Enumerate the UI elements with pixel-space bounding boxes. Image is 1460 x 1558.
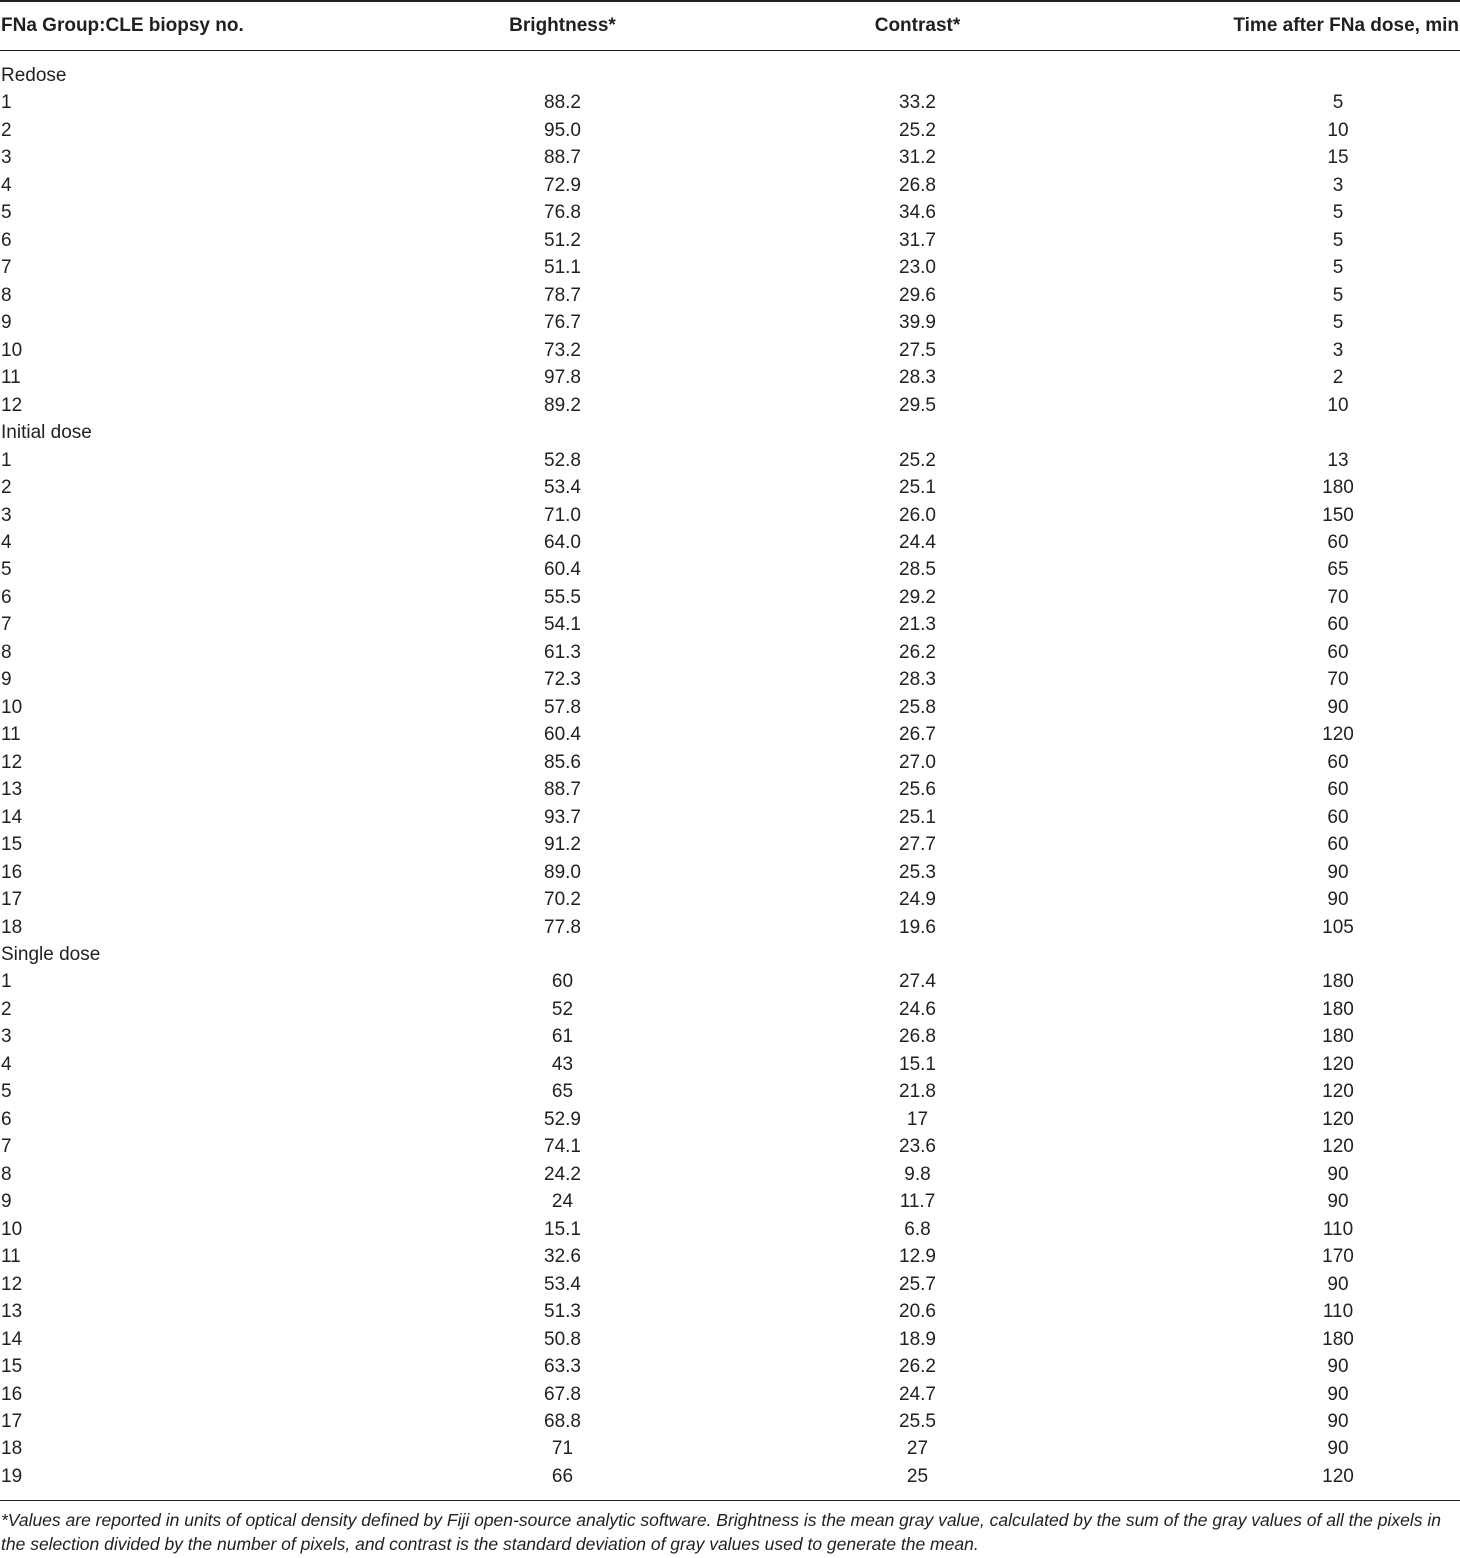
cell-contrast: 25.1 xyxy=(899,806,936,828)
cell-contrast: 27.5 xyxy=(899,339,936,361)
cell-time: 13 xyxy=(1327,449,1349,471)
cell-brightness: 43 xyxy=(551,1053,574,1075)
group-label: Single dose xyxy=(1,944,101,965)
cell-time: 180 xyxy=(1322,1026,1354,1048)
table-row xyxy=(0,1463,1460,1490)
table-row xyxy=(0,1161,1460,1188)
cell-time: 90 xyxy=(1327,1273,1349,1295)
table-row xyxy=(0,1216,1460,1243)
cell-contrast: 27 xyxy=(906,1438,929,1460)
table-row xyxy=(0,309,1460,336)
table-row xyxy=(0,1243,1460,1270)
table-row xyxy=(0,1106,1460,1133)
table-row xyxy=(0,364,1460,391)
cell-brightness: 52.9 xyxy=(544,1108,581,1130)
cell-contrast: 25.2 xyxy=(899,449,936,471)
table-body xyxy=(0,62,1460,1490)
cell-biopsy-no: 11 xyxy=(1,724,21,746)
table-row xyxy=(0,639,1460,666)
cell-contrast: 31.7 xyxy=(899,229,936,251)
cell-biopsy-no: 7 xyxy=(1,257,12,279)
cell-time: 90 xyxy=(1327,696,1349,718)
table-row xyxy=(0,831,1460,858)
table-row xyxy=(0,1188,1460,1215)
table-row xyxy=(0,144,1460,171)
cell-biopsy-no: 16 xyxy=(1,861,23,883)
cell-biopsy-no: 4 xyxy=(1,174,12,196)
table-row xyxy=(0,89,1460,116)
cell-biopsy-no: 9 xyxy=(1,312,12,334)
cell-time: 90 xyxy=(1327,861,1349,883)
cell-contrast: 21.3 xyxy=(899,614,936,636)
cell-brightness: 73.2 xyxy=(544,339,581,361)
table-row xyxy=(0,666,1460,693)
cell-time: 180 xyxy=(1322,1328,1354,1350)
header-group-biopsy: FNa Group:CLE biopsy no. xyxy=(1,15,244,36)
cell-contrast: 23.6 xyxy=(899,1136,936,1158)
cell-time: 15 xyxy=(1327,147,1349,169)
cell-contrast: 11.7 xyxy=(899,1191,936,1213)
cell-time: 60 xyxy=(1327,614,1349,636)
table-row xyxy=(0,804,1460,831)
cell-biopsy-no: 3 xyxy=(1,504,12,526)
cell-contrast: 25.2 xyxy=(899,119,936,141)
cell-brightness: 88.7 xyxy=(544,147,581,169)
cell-contrast: 33.2 xyxy=(899,92,936,114)
cell-contrast: 23.0 xyxy=(899,257,936,279)
cell-time: 180 xyxy=(1322,998,1354,1020)
cell-contrast: 25.1 xyxy=(899,477,936,499)
cell-brightness: 64.0 xyxy=(544,531,581,553)
cell-time: 70 xyxy=(1327,586,1349,608)
table-row xyxy=(0,529,1460,556)
cell-contrast: 31.2 xyxy=(899,147,936,169)
cell-brightness: 70.2 xyxy=(544,889,581,911)
table-row xyxy=(0,227,1460,254)
cell-brightness: 52 xyxy=(551,998,574,1020)
table-row xyxy=(0,502,1460,529)
cell-biopsy-no: 10 xyxy=(1,1218,23,1240)
cell-biopsy-no: 1 xyxy=(1,971,12,993)
table-row xyxy=(0,749,1460,776)
cell-time: 105 xyxy=(1322,916,1354,938)
cell-time: 2 xyxy=(1332,367,1344,389)
cell-time: 120 xyxy=(1322,1081,1354,1103)
cell-brightness: 15.1 xyxy=(544,1218,581,1240)
table-row xyxy=(0,776,1460,803)
cell-time: 10 xyxy=(1327,119,1349,141)
cell-biopsy-no: 16 xyxy=(1,1383,23,1405)
table-row xyxy=(0,337,1460,364)
table-row xyxy=(0,392,1460,419)
cell-contrast: 34.6 xyxy=(899,202,936,224)
cell-contrast: 27.0 xyxy=(899,751,936,773)
cell-brightness: 60.4 xyxy=(544,559,581,581)
cell-brightness: 32.6 xyxy=(544,1246,581,1268)
table-header-rule xyxy=(0,50,1460,51)
cell-contrast: 26.7 xyxy=(899,724,936,746)
cell-biopsy-no: 15 xyxy=(1,834,23,856)
cell-time: 110 xyxy=(1322,1301,1354,1323)
table-row xyxy=(0,996,1460,1023)
cell-brightness: 68.8 xyxy=(544,1410,581,1432)
cell-brightness: 53.4 xyxy=(544,477,581,499)
cell-biopsy-no: 4 xyxy=(1,1053,12,1075)
cell-time: 60 xyxy=(1327,751,1349,773)
cell-contrast: 24.7 xyxy=(899,1383,936,1405)
cell-biopsy-no: 15 xyxy=(1,1356,23,1378)
cell-contrast: 25.7 xyxy=(899,1273,936,1295)
table-row xyxy=(0,1381,1460,1408)
table-row xyxy=(0,721,1460,748)
cell-biopsy-no: 12 xyxy=(1,394,23,416)
cell-biopsy-no: 11 xyxy=(1,1246,21,1268)
cell-brightness: 51.3 xyxy=(544,1301,581,1323)
cell-contrast: 26.8 xyxy=(899,1026,936,1048)
cell-biopsy-no: 12 xyxy=(1,751,23,773)
table-row xyxy=(0,1051,1460,1078)
cell-brightness: 78.7 xyxy=(544,284,581,306)
cell-biopsy-no: 4 xyxy=(1,531,12,553)
cell-contrast: 29.6 xyxy=(899,284,936,306)
cell-brightness: 57.8 xyxy=(544,696,581,718)
cell-brightness: 74.1 xyxy=(544,1136,581,1158)
table-row xyxy=(0,1353,1460,1380)
table-row xyxy=(0,282,1460,309)
cell-time: 65 xyxy=(1327,559,1349,581)
cell-contrast: 29.2 xyxy=(899,586,936,608)
cell-brightness: 71 xyxy=(551,1438,574,1460)
cell-biopsy-no: 19 xyxy=(1,1465,23,1487)
cell-contrast: 6.8 xyxy=(904,1218,931,1240)
cell-time: 5 xyxy=(1332,312,1344,334)
cell-brightness: 77.8 xyxy=(544,916,581,938)
table-row xyxy=(0,584,1460,611)
cell-contrast: 27.4 xyxy=(899,971,936,993)
cell-brightness: 52.8 xyxy=(544,449,581,471)
cell-time: 3 xyxy=(1332,174,1344,196)
cell-biopsy-no: 11 xyxy=(1,367,21,389)
table-row xyxy=(0,172,1460,199)
cell-time: 120 xyxy=(1322,1136,1354,1158)
cell-brightness: 72.9 xyxy=(544,174,581,196)
cell-time: 120 xyxy=(1322,1053,1354,1075)
table-row xyxy=(0,968,1460,995)
table-row xyxy=(0,556,1460,583)
cell-brightness: 85.6 xyxy=(544,751,581,773)
table-row xyxy=(0,447,1460,474)
cell-time: 3 xyxy=(1332,339,1344,361)
header-time-after-dose: Time after FNa dose, min xyxy=(1233,15,1459,36)
table-row xyxy=(0,117,1460,144)
cell-time: 120 xyxy=(1322,1108,1354,1130)
table-row xyxy=(0,611,1460,638)
table-row xyxy=(0,1298,1460,1325)
table-row xyxy=(0,254,1460,281)
cell-biopsy-no: 7 xyxy=(1,614,12,636)
table-row xyxy=(0,474,1460,501)
cell-brightness: 50.8 xyxy=(544,1328,581,1350)
cell-brightness: 89.0 xyxy=(544,861,581,883)
cell-contrast: 28.5 xyxy=(899,559,936,581)
cell-contrast: 15.1 xyxy=(899,1053,936,1075)
cell-biopsy-no: 9 xyxy=(1,1191,12,1213)
cell-time: 120 xyxy=(1322,1465,1354,1487)
cell-contrast: 9.8 xyxy=(904,1163,931,1185)
cell-time: 180 xyxy=(1322,971,1354,993)
table-row xyxy=(0,859,1460,886)
cell-contrast: 21.8 xyxy=(899,1081,936,1103)
cell-brightness: 54.1 xyxy=(544,614,581,636)
cell-biopsy-no: 6 xyxy=(1,229,12,251)
cell-contrast: 26.2 xyxy=(899,1356,936,1378)
cell-biopsy-no: 18 xyxy=(1,916,23,938)
cell-biopsy-no: 3 xyxy=(1,1026,12,1048)
cell-biopsy-no: 18 xyxy=(1,1438,23,1460)
cell-time: 170 xyxy=(1322,1246,1354,1268)
cell-brightness: 60.4 xyxy=(544,724,581,746)
cell-contrast: 25.3 xyxy=(899,861,936,883)
cell-biopsy-no: 1 xyxy=(1,92,12,114)
group-label-row xyxy=(0,941,1460,968)
cell-contrast: 25.5 xyxy=(899,1410,936,1432)
cell-contrast: 25.6 xyxy=(899,779,936,801)
cell-time: 90 xyxy=(1327,1191,1349,1213)
cell-brightness: 67.8 xyxy=(544,1383,581,1405)
cell-brightness: 66 xyxy=(551,1465,574,1487)
cell-biopsy-no: 3 xyxy=(1,147,12,169)
cell-time: 150 xyxy=(1322,504,1354,526)
cell-brightness: 95.0 xyxy=(544,119,581,141)
cell-biopsy-no: 2 xyxy=(1,477,12,499)
cell-contrast: 26.2 xyxy=(899,641,936,663)
cell-time: 60 xyxy=(1327,779,1349,801)
cell-time: 60 xyxy=(1327,641,1349,663)
group-label-row xyxy=(0,62,1460,89)
cell-time: 90 xyxy=(1327,889,1349,911)
cell-biopsy-no: 10 xyxy=(1,339,23,361)
cell-biopsy-no: 13 xyxy=(1,1301,23,1323)
cell-time: 90 xyxy=(1327,1410,1349,1432)
cell-time: 5 xyxy=(1332,257,1344,279)
cell-brightness: 51.2 xyxy=(544,229,581,251)
cell-time: 5 xyxy=(1332,202,1344,224)
cell-brightness: 65 xyxy=(551,1081,574,1103)
cell-biopsy-no: 5 xyxy=(1,202,12,224)
cell-contrast: 20.6 xyxy=(899,1301,936,1323)
cell-contrast: 39.9 xyxy=(899,312,936,334)
cell-biopsy-no: 8 xyxy=(1,284,12,306)
cell-contrast: 24.9 xyxy=(899,889,936,911)
table-row xyxy=(0,1133,1460,1160)
cell-biopsy-no: 8 xyxy=(1,1163,12,1185)
cell-time: 10 xyxy=(1327,394,1349,416)
table-row xyxy=(0,1326,1460,1353)
header-brightness: Brightness* xyxy=(509,15,616,36)
cell-time: 90 xyxy=(1327,1356,1349,1378)
cell-contrast: 19.6 xyxy=(899,916,936,938)
table-header xyxy=(0,0,1460,50)
cell-brightness: 61.3 xyxy=(544,641,581,663)
cell-brightness: 88.7 xyxy=(544,779,581,801)
cell-time: 60 xyxy=(1327,806,1349,828)
cell-brightness: 76.7 xyxy=(544,312,581,334)
cell-contrast: 26.8 xyxy=(899,174,936,196)
cell-time: 90 xyxy=(1327,1383,1349,1405)
cell-time: 180 xyxy=(1322,477,1354,499)
cell-brightness: 55.5 xyxy=(544,586,581,608)
table-row xyxy=(0,1078,1460,1105)
cell-time: 5 xyxy=(1332,284,1344,306)
cell-brightness: 97.8 xyxy=(544,367,581,389)
cell-brightness: 51.1 xyxy=(544,257,581,279)
cell-time: 110 xyxy=(1322,1218,1354,1240)
cell-contrast: 25 xyxy=(906,1465,929,1487)
cell-contrast: 29.5 xyxy=(899,394,936,416)
cell-biopsy-no: 14 xyxy=(1,1328,23,1350)
cell-time: 70 xyxy=(1327,669,1349,691)
cell-biopsy-no: 5 xyxy=(1,559,12,581)
cell-biopsy-no: 17 xyxy=(1,889,23,911)
cell-time: 90 xyxy=(1327,1163,1349,1185)
cell-biopsy-no: 17 xyxy=(1,1410,23,1432)
cell-biopsy-no: 2 xyxy=(1,119,12,141)
table-row xyxy=(0,1435,1460,1462)
cell-biopsy-no: 5 xyxy=(1,1081,12,1103)
cell-brightness: 63.3 xyxy=(544,1356,581,1378)
group-label-row xyxy=(0,419,1460,446)
table-row xyxy=(0,886,1460,913)
cell-time: 120 xyxy=(1322,724,1354,746)
cell-time: 5 xyxy=(1332,92,1344,114)
cell-time: 60 xyxy=(1327,834,1349,856)
cell-biopsy-no: 8 xyxy=(1,641,12,663)
cell-contrast: 28.3 xyxy=(899,669,936,691)
cell-contrast: 12.9 xyxy=(899,1246,936,1268)
cell-contrast: 24.6 xyxy=(899,998,936,1020)
cell-contrast: 18.9 xyxy=(899,1328,936,1350)
cell-brightness: 88.2 xyxy=(544,92,581,114)
cell-brightness: 24 xyxy=(551,1191,574,1213)
cell-biopsy-no: 6 xyxy=(1,1108,12,1130)
cell-biopsy-no: 9 xyxy=(1,669,12,691)
cell-brightness: 60 xyxy=(551,971,574,993)
table-row xyxy=(0,694,1460,721)
group-label: Initial dose xyxy=(1,422,92,444)
cell-brightness: 24.2 xyxy=(544,1163,581,1185)
cell-contrast: 25.8 xyxy=(899,696,936,718)
cell-biopsy-no: 6 xyxy=(1,586,12,608)
cell-biopsy-no: 2 xyxy=(1,998,12,1020)
table-row xyxy=(0,1408,1460,1435)
table-row xyxy=(0,1271,1460,1298)
cell-brightness: 71.0 xyxy=(544,504,581,526)
cell-biopsy-no: 7 xyxy=(1,1136,12,1158)
cell-biopsy-no: 14 xyxy=(1,806,23,828)
cell-contrast: 26.0 xyxy=(899,504,936,526)
cell-contrast: 17 xyxy=(906,1108,929,1130)
table-row xyxy=(0,1023,1460,1050)
table-footnote: *Values are reported in units of optical density defined by Fiji open-source analytic software. Brightness is the mean gray value, calculated by the sum of the gray values of all the pixels in the selection divided by the number of pixels, and contrast is the standard deviation of gray values used to generate the mean. xyxy=(1,1510,1441,1554)
table-bottom-rule xyxy=(0,1500,1460,1501)
cell-brightness: 89.2 xyxy=(544,394,581,416)
cell-brightness: 53.4 xyxy=(544,1273,581,1295)
cell-biopsy-no: 10 xyxy=(1,696,23,718)
cell-biopsy-no: 1 xyxy=(1,449,12,471)
cell-biopsy-no: 12 xyxy=(1,1273,23,1295)
table-row xyxy=(0,914,1460,941)
group-label: Redose xyxy=(1,65,67,86)
cell-time: 5 xyxy=(1332,229,1344,251)
cell-time: 90 xyxy=(1327,1438,1349,1460)
table-row xyxy=(0,199,1460,226)
cell-time: 60 xyxy=(1327,531,1349,553)
cell-brightness: 91.2 xyxy=(544,834,581,856)
cell-brightness: 61 xyxy=(551,1026,574,1048)
cell-contrast: 28.3 xyxy=(899,367,936,389)
cell-contrast: 27.7 xyxy=(899,834,936,856)
cell-biopsy-no: 13 xyxy=(1,779,23,801)
cell-brightness: 72.3 xyxy=(544,669,581,691)
header-contrast: Contrast* xyxy=(874,15,961,36)
cell-brightness: 93.7 xyxy=(544,806,581,828)
cell-contrast: 24.4 xyxy=(899,531,936,553)
cell-brightness: 76.8 xyxy=(544,202,581,224)
